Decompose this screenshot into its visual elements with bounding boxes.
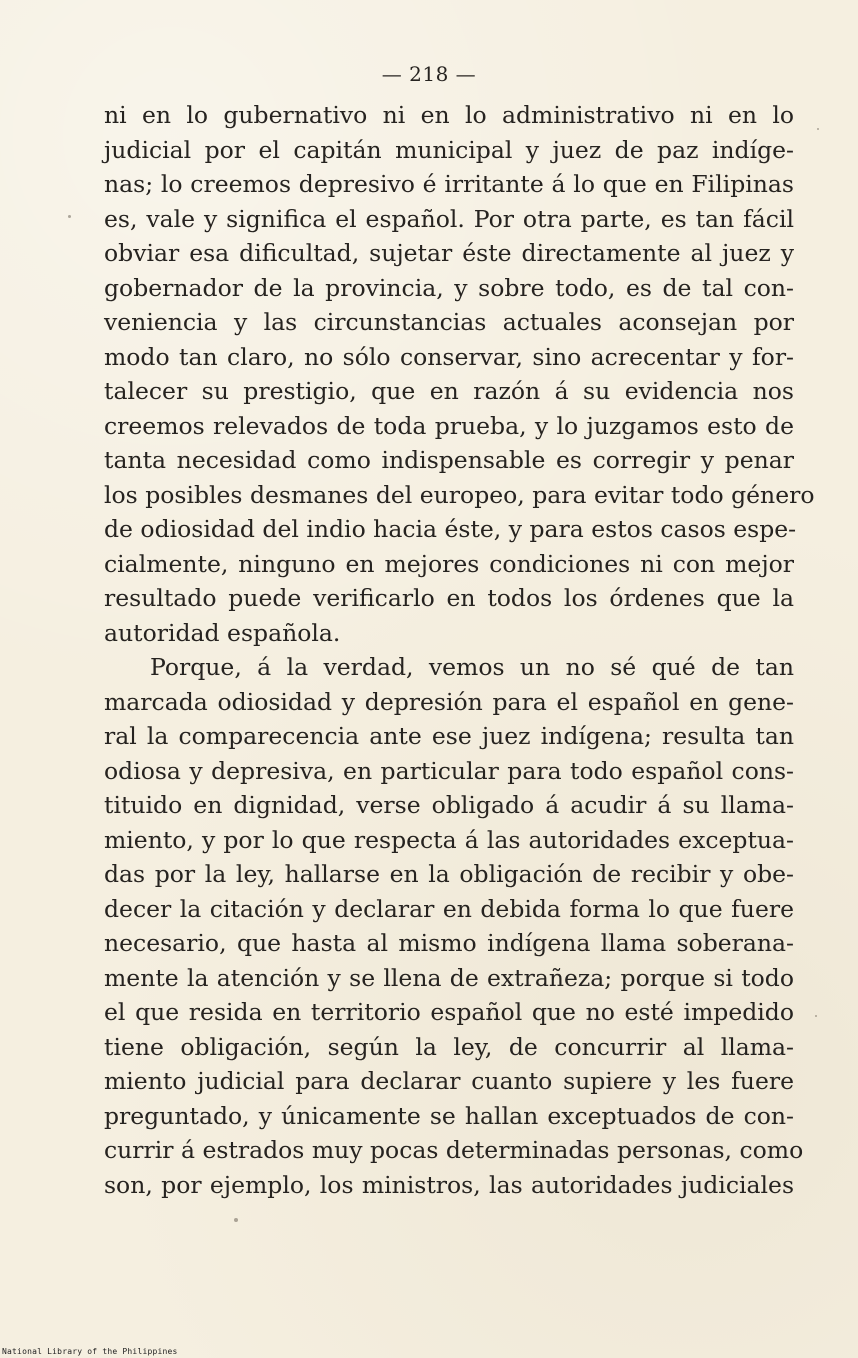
text-line: miento judicial para declarar cuanto supiere y les fuere bbox=[104, 1067, 794, 1095]
text-line: miento, y por lo que respecta á las autoridades exceptua- bbox=[104, 825, 794, 854]
text-line: preguntado, y únicamente se hallan exceptuados de con- bbox=[104, 1101, 794, 1130]
page-number: — 218 — bbox=[381, 62, 477, 86]
text-line: son, por ejemplo, los ministros, las autoridades judiciales bbox=[104, 1170, 794, 1199]
text-line: talecer su prestigio, que en razón á su evidencia nos bbox=[104, 377, 794, 405]
text-line: ral la comparecencia ante ese juez indígena; resulta tan bbox=[104, 722, 794, 750]
text-line: creemos relevados de toda prueba, y lo juzgamos esto de bbox=[104, 411, 794, 440]
text-line: es, vale y significa el español. Por otra parte, es tan fácil bbox=[104, 204, 794, 233]
text-line: resultado puede verificarlo en todos los órdenes que la bbox=[104, 584, 794, 612]
text-line: nas; lo creemos depresivo é irritante á lo que en Filipinas bbox=[104, 170, 794, 198]
text-line: tanta necesidad como indispensable es corregir y penar bbox=[104, 446, 794, 474]
library-footer: National Library of the Philippines bbox=[2, 1347, 178, 1356]
body-text bbox=[104, 98, 815, 1202]
text-line: marcada odiosidad y depresión para el español en gene- bbox=[104, 687, 794, 716]
text-line: de odiosidad del indio hacia éste, y para estos casos espe- bbox=[104, 515, 797, 543]
text-line: currir á estrados muy pocas determinadas personas, como bbox=[104, 1136, 804, 1164]
text-line: Porque, á la verdad, vemos un no sé qué de tan bbox=[150, 653, 794, 681]
text-line: mente la atención y se llena de extrañeza; porque si todo bbox=[104, 963, 794, 992]
paper-speck bbox=[815, 1015, 817, 1017]
text-line: das por la ley, hallarse en la obligación de recibir y obe- bbox=[104, 860, 794, 888]
text-line: los posibles desmanes del europeo, para evitar todo género bbox=[104, 480, 815, 509]
text-line: ni en lo gubernativo ni en lo administrativo ni en lo bbox=[104, 101, 794, 129]
text-line: odiosa y depresiva, en particular para todo español cons- bbox=[104, 756, 794, 785]
paper-speck bbox=[234, 1218, 238, 1222]
text-line: gobernador de la provincia, y sobre todo, es de tal con- bbox=[104, 273, 794, 302]
paragraph-2 bbox=[104, 650, 804, 1202]
text-line: autoridad española. bbox=[104, 618, 341, 647]
text-line: judicial por el capitán municipal y juez de paz indíge- bbox=[104, 135, 794, 164]
text-line: necesario, que hasta al mismo indígena llama soberana- bbox=[104, 929, 794, 957]
text-line: tiene obligación, según la ley, de concurrir al llama- bbox=[104, 1032, 794, 1061]
paper-speck bbox=[68, 215, 71, 218]
text-line: obviar esa dificultad, sujetar éste directamente al juez y bbox=[104, 239, 794, 267]
text-line: tituido en dignidad, verse obligado á acudir á su llama- bbox=[104, 791, 794, 819]
paper-speck bbox=[817, 128, 819, 130]
paragraph-1 bbox=[104, 98, 815, 650]
text-line: veniencia y las circunstancias actuales aconsejan por bbox=[104, 308, 794, 336]
text-line: decer la citación y declarar en debida forma lo que fuere bbox=[104, 894, 794, 923]
text-line: cialmente, ninguno en mejores condiciones ni con mejor bbox=[104, 549, 794, 578]
text-line: el que resida en territorio español que no esté impedido bbox=[104, 998, 794, 1026]
text-line: modo tan claro, no sólo conservar, sino acrecentar y for- bbox=[104, 342, 794, 371]
